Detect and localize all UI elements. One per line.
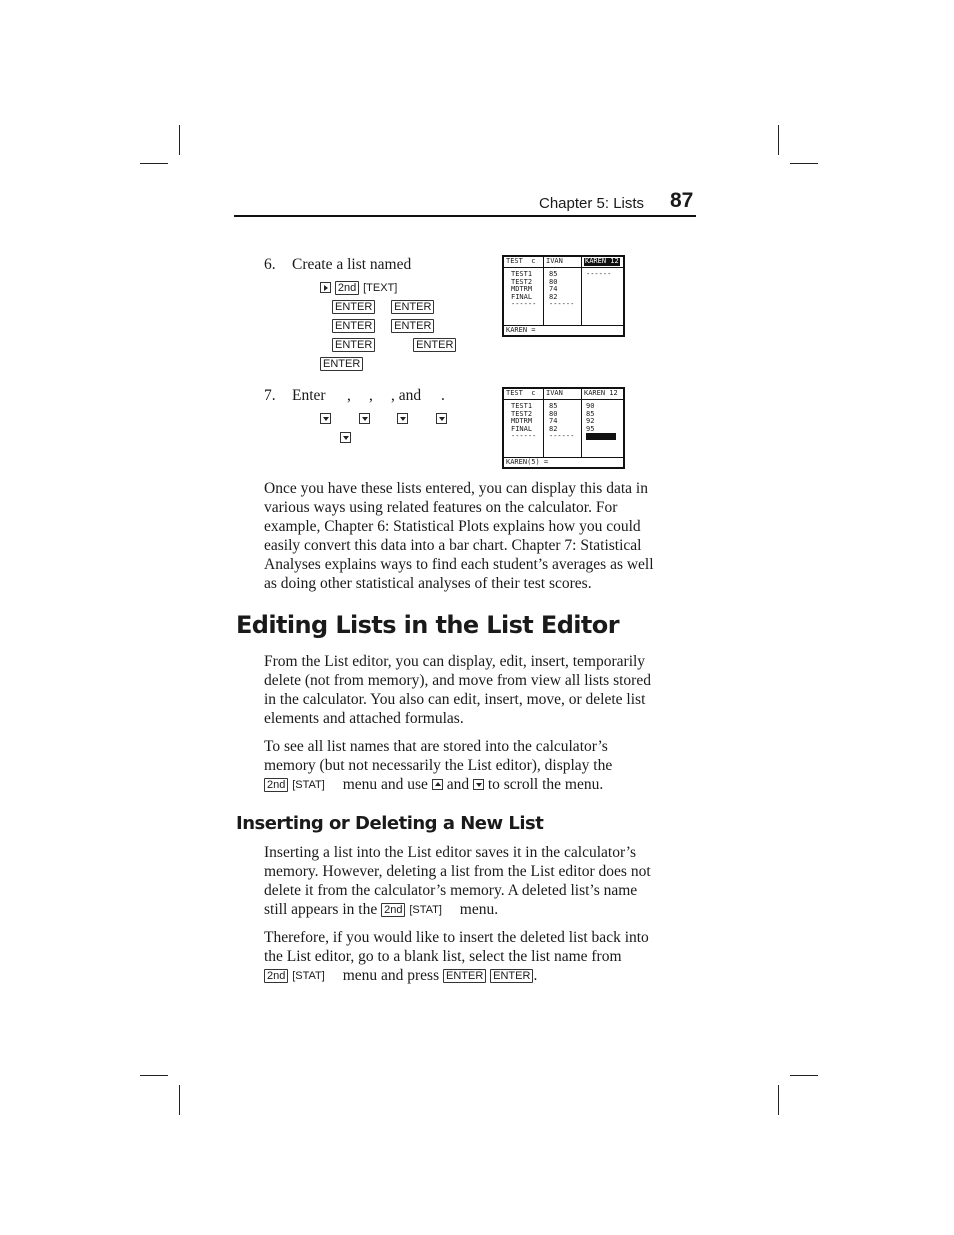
step7-text: Enter bbox=[292, 387, 326, 404]
list-names: TEST1 TEST2 MDTRM FINAL ------ bbox=[511, 270, 537, 308]
text-line: delete it from the calculator’s memory. A deleted list’s name bbox=[264, 882, 638, 899]
key-enter: ENTER bbox=[443, 969, 486, 983]
calculator-screen-1 bbox=[502, 255, 625, 337]
calculator-screen-2 bbox=[502, 387, 625, 469]
key-enter: ENTER bbox=[332, 338, 375, 352]
text-line: Once you have these lists entered, you can display this data in bbox=[264, 480, 648, 497]
step7-and: , and bbox=[391, 387, 422, 404]
crop-mark bbox=[140, 163, 168, 164]
text-line bbox=[264, 775, 696, 795]
text-fragment: still appears in the bbox=[264, 901, 378, 918]
column-divider bbox=[581, 257, 582, 325]
key-stat: [STAT] bbox=[292, 779, 325, 791]
column-divider bbox=[543, 257, 544, 325]
paragraph-list-editor bbox=[264, 652, 696, 728]
text-line: Analyses explains ways to find each student’s averages as well bbox=[264, 556, 654, 573]
crop-mark bbox=[778, 125, 779, 155]
step6-text: Create a list named bbox=[292, 256, 412, 273]
text-fragment: menu and press bbox=[342, 967, 440, 984]
step6-number: 6. bbox=[264, 256, 276, 273]
key-stat: [STAT] bbox=[409, 904, 442, 916]
key-2nd: 2nd bbox=[335, 281, 359, 295]
ivan-values: 85 80 74 82 ------ bbox=[549, 270, 575, 308]
step6-keys-row3 bbox=[332, 316, 434, 335]
right-arrow-icon bbox=[320, 282, 331, 293]
text-line: From the List editor, you can display, edit, insert, temporarily bbox=[264, 653, 646, 670]
key-2nd: 2nd bbox=[264, 969, 288, 983]
text-fragment: and bbox=[446, 776, 470, 793]
crop-mark bbox=[140, 1075, 168, 1076]
step7-period: . bbox=[441, 387, 445, 404]
text-line: memory. However, deleting a list from the List editor does not bbox=[264, 863, 651, 880]
text-line: To see all list names that are stored into the calculator’s bbox=[264, 738, 608, 755]
step6-keys-row4 bbox=[332, 335, 456, 354]
subsection-heading: Inserting or Deleting a New List bbox=[236, 813, 544, 834]
chapter-title: Chapter 5: Lists bbox=[539, 195, 645, 212]
text-fragment: menu. bbox=[459, 901, 499, 918]
column-divider bbox=[581, 389, 582, 457]
text-line: as doing other statistical analyses of their test scores. bbox=[264, 575, 592, 592]
text-line: easily convert this data into a bar chart. Chapter 7: Statistical bbox=[264, 537, 642, 554]
key-enter: ENTER bbox=[413, 338, 456, 352]
crop-mark bbox=[179, 1085, 180, 1115]
key-enter: ENTER bbox=[391, 319, 434, 333]
cursor-cell bbox=[586, 433, 616, 440]
text-line: Inserting a list into the List editor saves it in the calculator’s bbox=[264, 844, 637, 861]
key-enter: ENTER bbox=[490, 969, 533, 983]
down-arrow-icon bbox=[340, 432, 351, 443]
col-header-ivan: IVAN bbox=[546, 257, 563, 265]
col-header-karen: KAREN 12 bbox=[584, 389, 618, 397]
key-2nd: 2nd bbox=[264, 778, 288, 792]
crop-mark bbox=[790, 163, 818, 164]
down-arrow-icon bbox=[397, 413, 408, 424]
step6-keys-row2 bbox=[332, 297, 434, 316]
paragraph-list-names bbox=[264, 737, 696, 795]
col-header-test: TEST c bbox=[506, 257, 536, 265]
paragraph-intro bbox=[264, 479, 696, 593]
down-arrow-icon bbox=[473, 779, 484, 790]
up-arrow-icon bbox=[432, 779, 443, 790]
key-enter: ENTER bbox=[320, 357, 363, 371]
text-line: elements and attached formulas. bbox=[264, 710, 464, 727]
step6-keys-row5 bbox=[320, 354, 363, 373]
text-line bbox=[264, 966, 696, 986]
header-rule bbox=[234, 215, 696, 217]
text-line: Therefore, if you would like to insert the deleted list back into bbox=[264, 929, 649, 946]
crop-mark bbox=[790, 1075, 818, 1076]
ivan-values: 85 80 74 82 ------ bbox=[549, 402, 575, 440]
paragraph-therefore bbox=[264, 928, 696, 986]
entry-line: KAREN(5) = bbox=[506, 458, 549, 466]
step6-keys-row1 bbox=[320, 278, 397, 298]
text-fragment: to scroll the menu. bbox=[487, 776, 604, 793]
text-line: various ways using related features on the calculator. For bbox=[264, 499, 618, 516]
paragraph-inserting bbox=[264, 843, 696, 920]
step7-number: 7. bbox=[264, 387, 276, 404]
step7-comma: , bbox=[369, 387, 373, 404]
section-heading: Editing Lists in the List Editor bbox=[236, 611, 619, 639]
crop-mark bbox=[179, 125, 180, 155]
down-arrow-icon bbox=[359, 413, 370, 424]
entry-line: KAREN = bbox=[506, 326, 536, 334]
list-names: TEST1 TEST2 MDTRM FINAL ------ bbox=[511, 402, 537, 440]
text-fragment: menu and use bbox=[342, 776, 428, 793]
col-header-test: TEST c bbox=[506, 389, 536, 397]
text-line: the List editor, go to a blank list, select the list name from bbox=[264, 948, 622, 965]
column-divider bbox=[543, 389, 544, 457]
key-enter: ENTER bbox=[332, 319, 375, 333]
text-line: delete (not from memory), and move from view all lists stored bbox=[264, 672, 651, 689]
down-arrow-icon bbox=[320, 413, 331, 424]
step7-comma: , bbox=[347, 387, 351, 404]
key-enter: ENTER bbox=[391, 300, 434, 314]
text-line: memory (but not necessarily the List editor), display the bbox=[264, 757, 613, 774]
col-header-ivan: IVAN bbox=[546, 389, 563, 397]
text-line: in the calculator. You also can edit, insert, move, or delete list bbox=[264, 691, 646, 708]
text-line bbox=[264, 900, 696, 920]
text-fragment: . bbox=[533, 967, 538, 984]
key-2nd: 2nd bbox=[381, 903, 405, 917]
karen-values: 90 85 92 95 bbox=[586, 402, 595, 433]
key-stat: [STAT] bbox=[292, 970, 325, 982]
text-line: example, Chapter 6: Statistical Plots explains how you could bbox=[264, 518, 641, 535]
crop-mark bbox=[778, 1085, 779, 1115]
key-enter: ENTER bbox=[332, 300, 375, 314]
key-text: [TEXT] bbox=[363, 282, 398, 294]
page-number: 87 bbox=[670, 189, 694, 212]
col-header-karen: KAREN 12 bbox=[585, 257, 619, 265]
karen-values: ------ bbox=[586, 270, 612, 278]
down-arrow-icon bbox=[436, 413, 447, 424]
